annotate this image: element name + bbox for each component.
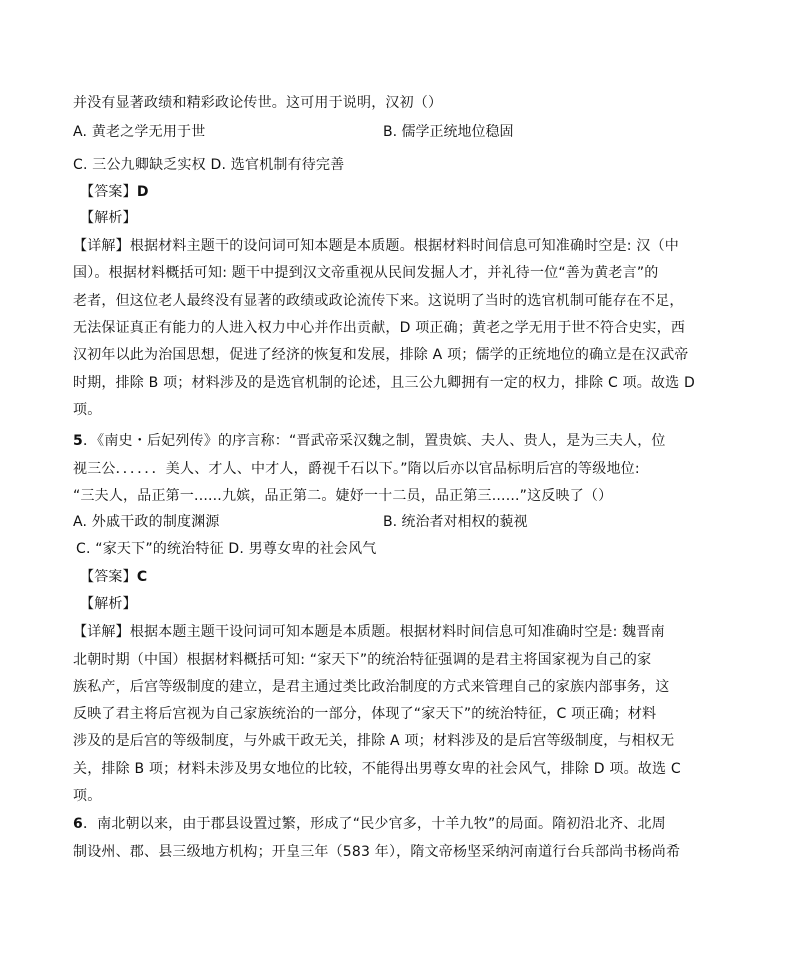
option-b: B. 儒学正统地位稳固 xyxy=(383,124,514,140)
detail-line: 汉初年以此为治国思想，促进了经济的恢复和发展，排除 A 项；儒学的正统地位的确立是在汉武帝 xyxy=(73,347,689,363)
detail-text: 根据材料主题干的设问词可知本题是本质题。根据材料时间信息可知准确时空是: 汉（中 xyxy=(129,238,679,254)
detail-line xyxy=(73,622,665,642)
detail-line: 反映了君主将后宫视为自己家族统治的一部分，体现了“家天下”的统治特征，C 项正确；材料 xyxy=(73,706,657,722)
detail-line: 无法保证真正有能力的人进入权力中心并作出贡献，D 项正确；黄老之学无用于世不符合史实，西 xyxy=(73,320,686,336)
option-b: B. 统治者对相权的藐视 xyxy=(383,514,528,530)
detail-line: 国）。根据材料概括可知: 题干中提到汉文帝重视从民间发掘人才，并礼待一位“善为黄老言”的 xyxy=(73,265,659,281)
answer-line xyxy=(80,567,147,587)
option-c-d: C. “家天下”的统治特征 D. 男尊女卑的社会风气 xyxy=(76,541,377,557)
question-text: ．《南史・后妃列传》的序言称：“晋武帝采汉魏之制，置贵嫔、夫人、贵人，是为三夫人，位 xyxy=(82,433,666,449)
analysis-label: 【解析】 xyxy=(80,210,137,226)
answer-label: 【答案】 xyxy=(80,569,137,585)
detail-line xyxy=(73,236,679,256)
option-c-d: C. 三公九卿缺乏实权 D. 选官机制有待完善 xyxy=(73,157,345,173)
question-stem: 制设州、郡、县三级地方机构；开皇三年（583 年），隋文帝杨坚采纳河南道行台兵部尚书杨尚希 xyxy=(73,844,681,860)
question-stem xyxy=(73,431,666,451)
answer-label: 【答案】 xyxy=(80,184,137,200)
paragraph-line: 并没有显著政绩和精彩政论传世。这可用于说明，汉初（） xyxy=(73,95,443,111)
question-stem xyxy=(73,814,666,834)
answer-line xyxy=(80,182,149,202)
detail-label: 【详解】 xyxy=(73,238,130,254)
detail-line: 老者，但这位老人最终没有显著的政绩或政论流传下来。这说明了当时的选官机制可能存在不足， xyxy=(73,293,684,309)
detail-line: 项。 xyxy=(73,788,102,804)
detail-text: 根据本题主题干设问词可知本题是本质题。根据材料时间信息可知准确时空是: 魏晋南 xyxy=(129,624,665,640)
question-text: ．南北朝以来，由于郡县设置过繁，形成了“民少官多，十羊九牧”的局面。隋初沿北齐、北周 xyxy=(82,816,666,832)
option-a: A. 黄老之学无用于世 xyxy=(73,124,206,140)
detail-line: 时期，排除 B 项；材料涉及的是选官机制的论述，且三公九卿拥有一定的权力，排除 C 项。故选 D xyxy=(73,375,696,391)
analysis-label: 【解析】 xyxy=(80,596,137,612)
detail-line: 关，排除 B 项；材料未涉及男女地位的比较，不能得出男尊女卑的社会风气，排除 D 项。故选 C xyxy=(73,761,681,777)
detail-line: 族私产，后宫等级制度的建立，是君主通过类比政治制度的方式来管理自己的家族内部事务，这 xyxy=(73,679,670,695)
detail-label: 【详解】 xyxy=(73,624,130,640)
option-a: A. 外戚干政的制度渊源 xyxy=(73,514,220,530)
answer-value: D xyxy=(136,184,149,200)
detail-line: 项。 xyxy=(73,402,102,418)
question-number: 6 xyxy=(73,816,83,832)
question-stem: 视三公．．．．．．美人、才人、中才人，爵视千石以下。”隋以后亦以官品标明后宫的等级地位: xyxy=(73,461,640,477)
detail-line: 北朝时期（中国）根据材料概括可知: “家天下”的统治特征强调的是君主将国家视为自己的家 xyxy=(73,652,652,668)
question-number: 5 xyxy=(73,433,83,449)
answer-value: C xyxy=(136,569,148,585)
detail-line: 涉及的是后宫的等级制度，与外戚干政无关，排除 A 项；材料涉及的是后宫等级制度，与相权无 xyxy=(73,733,675,749)
question-stem: “三夫人，品正第一......九嫔，品正第二。婕妤一十二员，品正第三......”这反映了（） xyxy=(73,488,613,504)
